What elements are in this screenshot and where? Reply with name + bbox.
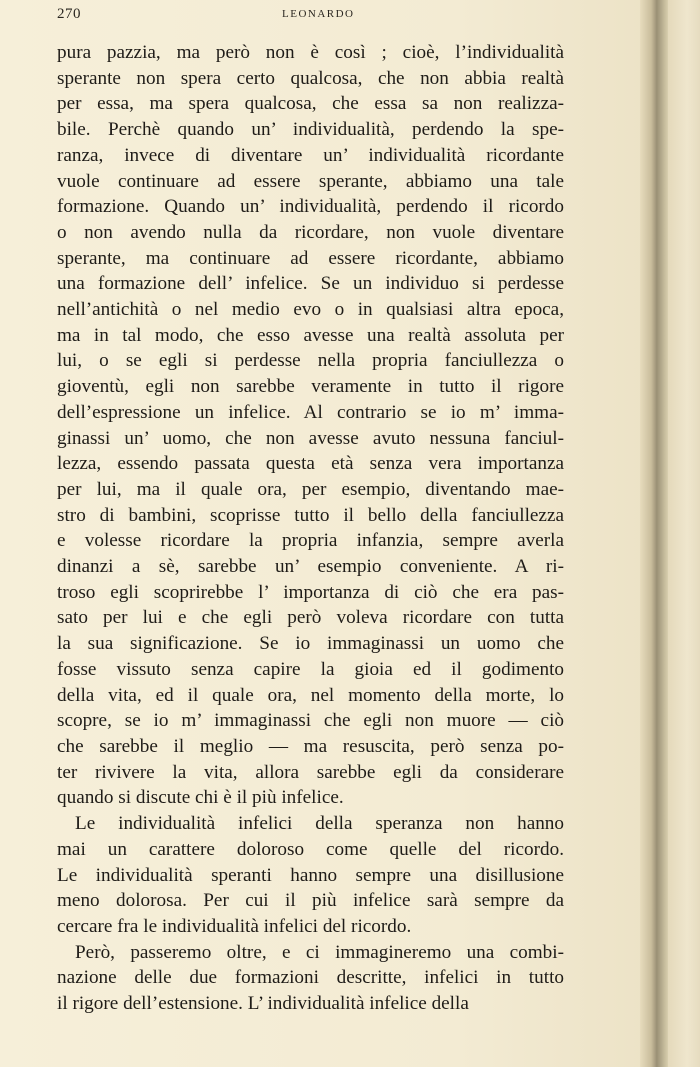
- text-line: lezza, essendo passata questa età senza vera importanza: [57, 453, 564, 475]
- body-text: [57, 40, 564, 1017]
- text-line: Le individualità infelici della speranza non hanno: [75, 813, 564, 835]
- text-line: sperante, ma continuare ad essere ricordante, abbiamo: [57, 247, 564, 269]
- text-line: Le individualità speranti hanno sempre una disillusione: [57, 864, 564, 886]
- text-line: che sarebbe il meglio — ma resuscita, però senza po-: [57, 735, 564, 757]
- text-line: sperante non spera certo qualcosa, che non abbia realtà: [57, 67, 564, 89]
- text-line: dell’espressione un infelice. Al contrario se io m’ imma-: [57, 401, 564, 423]
- page-number: 270: [57, 6, 81, 22]
- text-line: il rigore dell’estensione. L’ individualità infelice della: [57, 993, 469, 1015]
- text-line: o non avendo nulla da ricordare, non vuole diventare: [57, 221, 564, 243]
- text-line: quando si discute chi è il più infelice.: [57, 787, 344, 809]
- text-line: nell’antichità o nel medio evo o in qualsiasi altra epoca,: [57, 299, 564, 321]
- text-line: scopre, se io m’ immaginassi che egli non muore — ciò: [57, 710, 564, 732]
- text-line: dinanzi a sè, sarebbe un’ esempio conveniente. A ri-: [57, 556, 564, 578]
- text-line: vuole continuare ad essere sperante, abbiamo una tale: [57, 170, 564, 192]
- paragraph: [57, 40, 564, 811]
- text-line: meno dolorosa. Per cui il più infelice sarà sempre da: [57, 890, 564, 912]
- text-line: ter rivivere la vita, allora sarebbe egli da considerare: [57, 761, 564, 783]
- book-gutter: [640, 0, 668, 1067]
- text-line: Però, passeremo oltre, e ci immagineremo una combi-: [75, 941, 564, 963]
- text-line: ma in tal modo, che esso avesse una realtà assoluta per: [57, 324, 564, 346]
- paragraph: [57, 811, 564, 940]
- text-line: mai un carattere doloroso come quelle del ricordo.: [57, 838, 564, 860]
- text-line: la sua significazione. Se io immaginassi un uomo che: [57, 633, 564, 655]
- text-line: una formazione dell’ infelice. Se un individuo si perdesse: [57, 273, 564, 295]
- running-head: LEONARDO: [282, 8, 355, 20]
- text-line: pura pazzia, ma però non è così ; cioè, l’individualità: [57, 42, 564, 63]
- text-line: sato per lui e che egli però voleva ricordare con tutta: [57, 607, 564, 629]
- text-line: e volesse ricordare la propria infanzia, sempre averla: [57, 530, 564, 552]
- text-line: fosse vissuto senza capire la gioia ed il godimento: [57, 658, 564, 680]
- text-line: ginassi un’ uomo, che non avesse avuto nessuna fanciul-: [57, 427, 564, 449]
- text-line: per essa, ma spera qualcosa, che essa sa non realizza-: [57, 93, 564, 115]
- page-header: [57, 6, 577, 26]
- text-line: stro di bambini, scoprisse tutto il bello della fanciullezza: [57, 504, 564, 526]
- text-line: per lui, ma il quale ora, per esempio, diventando mae-: [57, 478, 564, 500]
- text-line: della vita, ed il quale ora, nel momento della morte, lo: [57, 684, 564, 706]
- next-page-edge: [668, 0, 700, 1067]
- text-line: formazione. Quando un’ individualità, perdendo il ricordo: [57, 196, 564, 218]
- text-line: bile. Perchè quando un’ individualità, perdendo la spe-: [57, 119, 564, 141]
- text-line: gioventù, egli non sarebbe veramente in tutto il rigore: [57, 376, 564, 398]
- text-line: ranza, invece di diventare un’ individualità ricordante: [57, 144, 564, 166]
- text-line: nazione delle due formazioni descritte, infelici in tutto: [57, 967, 564, 989]
- paragraph: [57, 940, 564, 1017]
- text-line: lui, o se egli si perdesse nella propria fanciullezza o: [57, 350, 564, 372]
- text-line: troso egli scoprirebbe l’ importanza di ciò che era pas-: [57, 581, 564, 603]
- text-line: cercare fra le individualità infelici del ricordo.: [57, 915, 412, 937]
